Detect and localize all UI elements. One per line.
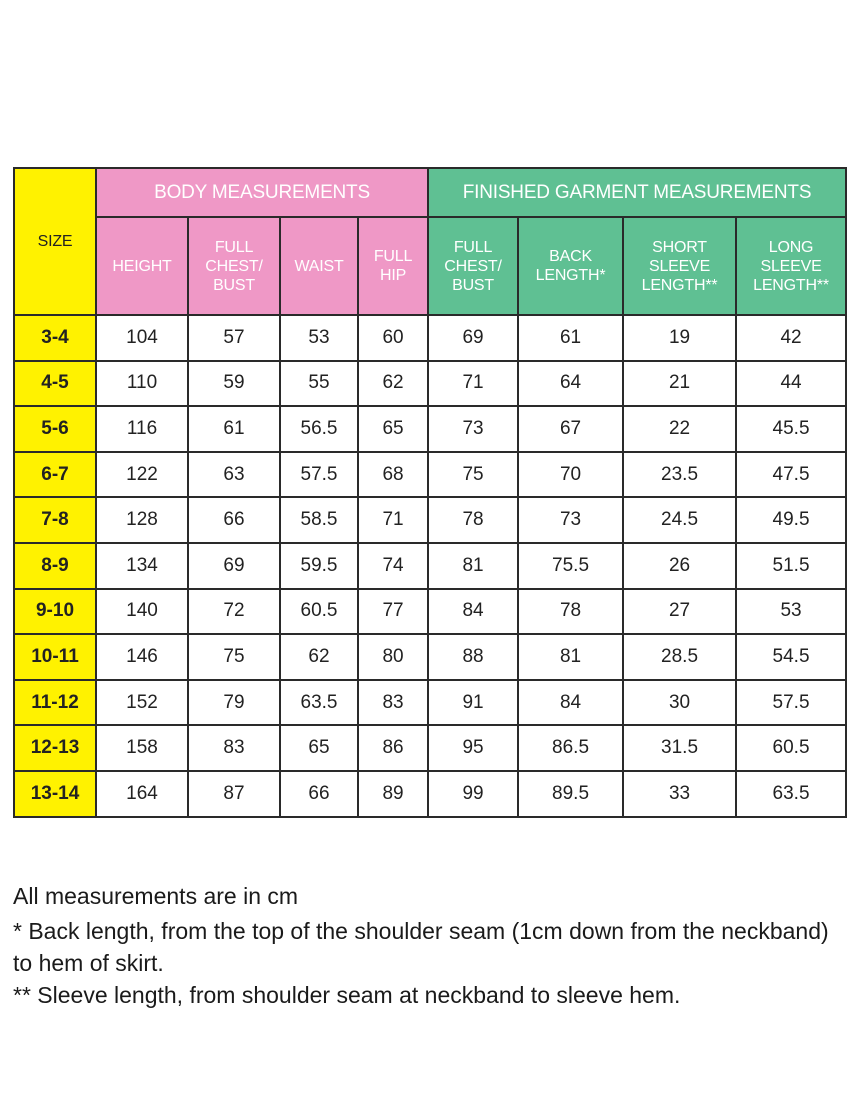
measurement-cell: 58.5 — [280, 497, 358, 543]
measurement-cell: 83 — [358, 680, 428, 726]
body-col-header-3 — [358, 217, 428, 315]
measurement-cell: 73 — [518, 497, 623, 543]
measurement-cell: 19 — [623, 315, 736, 361]
measurement-cell: 57 — [188, 315, 280, 361]
measurement-cell: 42 — [736, 315, 846, 361]
column-header-line: SLEEVE — [649, 257, 711, 275]
column-header-line: HIP — [379, 267, 407, 284]
measurement-cell: 26 — [623, 543, 736, 589]
measurement-cell: 99 — [428, 771, 518, 817]
column-header-row — [14, 217, 846, 315]
measurement-cell: 67 — [518, 406, 623, 452]
size-cell: 13-14 — [14, 771, 96, 817]
measurement-cell: 89 — [358, 771, 428, 817]
column-header-line: SLEEVE — [760, 257, 822, 275]
measurement-cell: 69 — [188, 543, 280, 589]
column-header-line: BUST — [213, 276, 255, 294]
garment-measurements-header: FINISHED GARMENT MEASUREMENTS — [428, 168, 846, 217]
measurement-cell: 55 — [280, 361, 358, 407]
table-row — [14, 315, 846, 361]
measurement-cell: 22 — [623, 406, 736, 452]
measurement-cell: 45.5 — [736, 406, 846, 452]
table-row — [14, 406, 846, 452]
table-row — [14, 497, 846, 543]
measurement-cell: 61 — [188, 406, 280, 452]
measurement-cell: 53 — [280, 315, 358, 361]
measurement-cell: 86.5 — [518, 725, 623, 771]
column-header-line: BACK — [549, 248, 592, 265]
column-header-line: SHORT — [652, 238, 707, 256]
column-header-line: LONG — [768, 238, 814, 256]
measurement-cell: 134 — [96, 543, 188, 589]
table-row — [14, 452, 846, 498]
measurement-cell: 24.5 — [623, 497, 736, 543]
measurement-cell: 128 — [96, 497, 188, 543]
measurement-cell: 30 — [623, 680, 736, 726]
measurement-cell: 79 — [188, 680, 280, 726]
measurement-cell: 80 — [358, 634, 428, 680]
measurement-cell: 110 — [96, 361, 188, 407]
measurement-cell: 54.5 — [736, 634, 846, 680]
measurement-cell: 65 — [358, 406, 428, 452]
measurement-cell: 60.5 — [736, 725, 846, 771]
measurement-cell: 84 — [518, 680, 623, 726]
measurement-cell: 56.5 — [280, 406, 358, 452]
column-header-line: FULL — [453, 238, 493, 256]
measurement-cell: 27 — [623, 589, 736, 635]
measurement-cell: 75 — [428, 452, 518, 498]
measurement-cell: 164 — [96, 771, 188, 817]
measurement-cell: 95 — [428, 725, 518, 771]
table-row — [14, 543, 846, 589]
size-cell: 6-7 — [14, 452, 96, 498]
column-header-line: CHEST/ — [205, 257, 263, 275]
measurement-cell: 71 — [358, 497, 428, 543]
column-header-line: CHEST/ — [444, 257, 502, 275]
size-cell: 8-9 — [14, 543, 96, 589]
group-header-row — [14, 168, 846, 217]
measurement-cell: 87 — [188, 771, 280, 817]
measurement-cell: 63 — [188, 452, 280, 498]
measurement-cell: 57.5 — [280, 452, 358, 498]
table-row — [14, 680, 846, 726]
measurement-cell: 81 — [518, 634, 623, 680]
measurement-cell: 68 — [358, 452, 428, 498]
table-row — [14, 589, 846, 635]
column-header-line: LENGTH** — [753, 276, 829, 294]
measurement-cell: 64 — [518, 361, 623, 407]
measurement-cell: 44 — [736, 361, 846, 407]
garment-col-header-2 — [623, 217, 736, 315]
table-row — [14, 634, 846, 680]
measurement-cell: 59.5 — [280, 543, 358, 589]
size-cell: 10-11 — [14, 634, 96, 680]
measurement-cell: 57.5 — [736, 680, 846, 726]
measurement-cell: 116 — [96, 406, 188, 452]
column-header-line: WAIST — [294, 257, 344, 275]
garment-col-header-0 — [428, 217, 518, 315]
measurement-cell: 71 — [428, 361, 518, 407]
column-header-line: LENGTH* — [535, 267, 606, 284]
measurement-cell: 62 — [280, 634, 358, 680]
measurement-cell: 86 — [358, 725, 428, 771]
size-chart-table — [13, 167, 847, 818]
garment-col-header-1 — [518, 217, 623, 315]
body-col-header-1 — [188, 217, 280, 315]
garment-col-header-3 — [736, 217, 846, 315]
body-measurements-header: BODY MEASUREMENTS — [96, 168, 428, 217]
measurement-cell: 31.5 — [623, 725, 736, 771]
measurement-cell: 75 — [188, 634, 280, 680]
sleeve-length-note: ** Sleeve length, from shoulder seam at neckband to sleeve hem. — [13, 982, 681, 1008]
measurement-cell: 60 — [358, 315, 428, 361]
measurement-cell: 53 — [736, 589, 846, 635]
measurement-cell: 75.5 — [518, 543, 623, 589]
size-cell: 3-4 — [14, 315, 96, 361]
units-note: All measurements are in cm — [13, 883, 299, 909]
measurement-cell: 51.5 — [736, 543, 846, 589]
measurement-cell: 78 — [428, 497, 518, 543]
measurement-cell: 61 — [518, 315, 623, 361]
size-chart-body — [14, 315, 846, 817]
measurement-cell: 49.5 — [736, 497, 846, 543]
measurement-cell: 74 — [358, 543, 428, 589]
measurement-cell: 66 — [188, 497, 280, 543]
back-length-note: * Back length, from the top of the shoulder seam (1cm down from the neckband) to hem of skirt. — [13, 918, 829, 976]
notes-section — [13, 880, 843, 1011]
measurement-cell: 63.5 — [280, 680, 358, 726]
measurement-cell: 21 — [623, 361, 736, 407]
measurement-cell: 63.5 — [736, 771, 846, 817]
column-header-line: FULL — [373, 248, 413, 265]
column-header-line: HEIGHT — [112, 257, 172, 275]
measurement-cell: 66 — [280, 771, 358, 817]
measurement-cell: 73 — [428, 406, 518, 452]
measurement-cell: 77 — [358, 589, 428, 635]
table-row — [14, 361, 846, 407]
measurement-cell: 158 — [96, 725, 188, 771]
table-row — [14, 725, 846, 771]
measurement-cell: 83 — [188, 725, 280, 771]
size-cell: 5-6 — [14, 406, 96, 452]
size-cell: 12-13 — [14, 725, 96, 771]
measurement-cell: 70 — [518, 452, 623, 498]
body-col-header-2 — [280, 217, 358, 315]
measurement-cell: 59 — [188, 361, 280, 407]
measurement-cell: 89.5 — [518, 771, 623, 817]
measurement-cell: 33 — [623, 771, 736, 817]
measurement-cell: 23.5 — [623, 452, 736, 498]
size-cell: 4-5 — [14, 361, 96, 407]
measurement-cell: 140 — [96, 589, 188, 635]
measurement-cell: 81 — [428, 543, 518, 589]
measurement-cell: 152 — [96, 680, 188, 726]
column-header-line: LENGTH** — [641, 276, 718, 294]
measurement-cell: 146 — [96, 634, 188, 680]
size-cell: 9-10 — [14, 589, 96, 635]
measurement-cell: 72 — [188, 589, 280, 635]
column-header-line: FULL — [214, 238, 254, 256]
body-col-header-0 — [96, 217, 188, 315]
measurement-cell: 60.5 — [280, 589, 358, 635]
size-cell: 11-12 — [14, 680, 96, 726]
measurement-cell: 91 — [428, 680, 518, 726]
measurement-cell: 65 — [280, 725, 358, 771]
measurement-cell: 84 — [428, 589, 518, 635]
measurement-cell: 62 — [358, 361, 428, 407]
measurement-cell: 78 — [518, 589, 623, 635]
measurement-cell: 122 — [96, 452, 188, 498]
measurement-cell: 88 — [428, 634, 518, 680]
column-header-line: BUST — [452, 276, 494, 294]
size-cell: 7-8 — [14, 497, 96, 543]
size-header: SIZE — [14, 168, 96, 315]
measurement-cell: 104 — [96, 315, 188, 361]
measurement-cell: 69 — [428, 315, 518, 361]
measurement-cell: 28.5 — [623, 634, 736, 680]
measurement-cell: 47.5 — [736, 452, 846, 498]
table-row — [14, 771, 846, 817]
